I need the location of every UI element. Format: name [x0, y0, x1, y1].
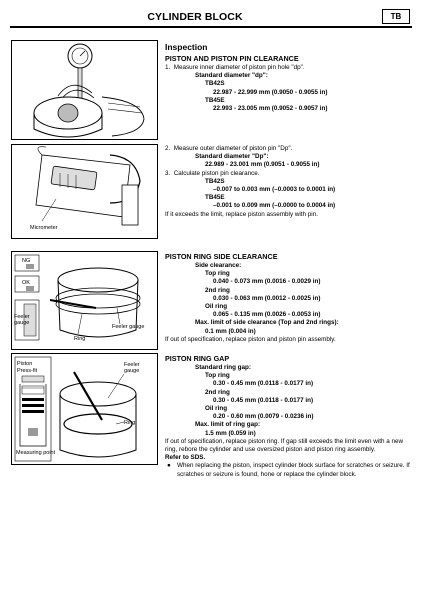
pin-tb45e-value: 22.993 - 23.005 mm (0.9052 - 0.9057 in): [213, 105, 328, 113]
pin-std-dp: Standard diameter "dp":: [195, 72, 268, 80]
ok-label: OK: [22, 280, 30, 286]
clearance-tb42s: TB42S: [205, 177, 225, 185]
pin-tb42s-value: 22.987 - 22.999 mm (0.9050 - 0.9055 in): [213, 88, 328, 96]
side-oil-ring-value: 0.065 - 0.135 mm (0.0026 - 0.0053 in): [213, 311, 321, 319]
ring-gap-title: PISTON RING GAP: [165, 354, 230, 363]
pin-tb42s: TB42S: [205, 80, 225, 88]
clearance-tb42s-value: –0.007 to 0.003 mm (–0.0003 to 0.0001 in): [213, 186, 336, 194]
gap-oil-ring: Oil ring: [205, 405, 228, 413]
piston-label: Piston: [17, 361, 33, 367]
side-max-limit: Max. limit of side clearance (Top and 2nd rings):: [195, 319, 339, 327]
page-title: CYLINDER BLOCK: [147, 11, 243, 23]
side-oil-ring: Oil ring: [205, 303, 228, 311]
ring-label: Ring: [74, 336, 86, 342]
pin-tb45e: TB45E: [205, 96, 225, 104]
gap-max-limit: Max. limit of ring gap:: [195, 421, 261, 429]
side-clearance-label: Side clearance:: [195, 262, 242, 269]
pin-std-Dp: Standard diameter "Dp":: [195, 153, 269, 161]
bullet-note: [165, 462, 415, 478]
ng-label: NG: [22, 258, 31, 264]
ring-label-4: Ring: [124, 420, 136, 426]
feeler-gauge-label-4: Feeler gauge: [124, 362, 140, 374]
pin-clearance-title: PISTON AND PISTON PIN CLEARANCE: [165, 54, 299, 63]
clearance-tb45e-value: –0.001 to 0.009 mm (–0.0000 to 0.0004 in): [213, 202, 336, 210]
clearance-tb45e: TB45E: [205, 194, 225, 202]
side-second-ring-value: 0.030 - 0.063 mm (0.0012 - 0.0025 in): [213, 294, 321, 302]
press-fit-label: Press-fit: [17, 368, 38, 374]
pin-note: If it exceeds the limit, replace piston assembly with pin.: [165, 210, 318, 218]
pin-step3: 3. Calculate piston pin clearance.: [165, 169, 260, 177]
gap-max-limit-value: 1.5 mm (0.059 in): [205, 429, 256, 437]
pin-step2: 2. Measure outer diameter of piston pin "Dp".: [165, 145, 293, 152]
side-top-ring: Top ring: [205, 270, 230, 278]
micrometer-label: Micrometer: [30, 225, 58, 231]
figure-pin-micrometer: [11, 144, 158, 239]
figure-pin-hole-gauge: [11, 40, 158, 140]
side-top-ring-value: 0.040 - 0.073 mm (0.0016 - 0.0029 in): [213, 278, 321, 286]
gap-second-ring: 2nd ring: [205, 388, 230, 396]
ring-gap-section: [165, 354, 415, 479]
figure-ring-gap: [11, 353, 158, 465]
figure-ring-side-clearance: [11, 251, 158, 350]
side-second-ring: 2nd ring: [205, 286, 230, 294]
pin-std-Dp-value: 22.989 - 23.001 mm (0.9051 - 0.9055 in): [205, 161, 320, 169]
gap-oil-ring-value: 0.20 - 0.60 mm (0.0079 - 0.0236 in): [213, 413, 314, 421]
bullet-text: When replacing the piston, inspect cylinder block surface for scratches or seizure. If scratches or seizure is found, hone or replace the cylinder block.: [177, 462, 410, 478]
gap-note: If out of specification, replace piston ring. If gap still exceeds the limit even with a new ring, rebore the cylinder and use oversized piston and piston ring assembly.: [165, 437, 404, 454]
gap-top-ring-value: 0.30 - 0.45 mm (0.0118 - 0.0177 in): [213, 380, 314, 388]
side-max-limit-value: 0.1 mm (0.004 in): [205, 327, 256, 335]
bullet-icon: ●: [167, 462, 171, 470]
refer-to-sds: Refer to SDS.: [165, 454, 206, 462]
side-clearance-title: PISTON RING SIDE CLEARANCE: [165, 252, 278, 261]
feeler-gauge-right-label: Feeler gauge: [112, 324, 145, 330]
page-header: [10, 9, 412, 28]
gap-top-ring: Top ring: [205, 372, 230, 380]
measuring-point-label: Measuring point: [16, 450, 56, 456]
side-clearance-section: [165, 252, 415, 344]
section-tag: TB: [382, 9, 410, 24]
pin-step1: 1. Measure inner diameter of piston pin hole "dp".: [165, 64, 305, 71]
gap-label: Standard ring gap:: [195, 364, 251, 371]
feeler-gauge-label: Feeler gauge: [14, 314, 30, 326]
pin-clearance-continued: [165, 145, 415, 219]
inspection-title: Inspection: [165, 42, 208, 52]
side-note: If out of specification, replace piston and piston pin assembly.: [165, 335, 336, 343]
gap-second-ring-value: 0.30 - 0.45 mm (0.0118 - 0.0177 in): [213, 396, 314, 404]
inspection-section: [165, 42, 415, 113]
